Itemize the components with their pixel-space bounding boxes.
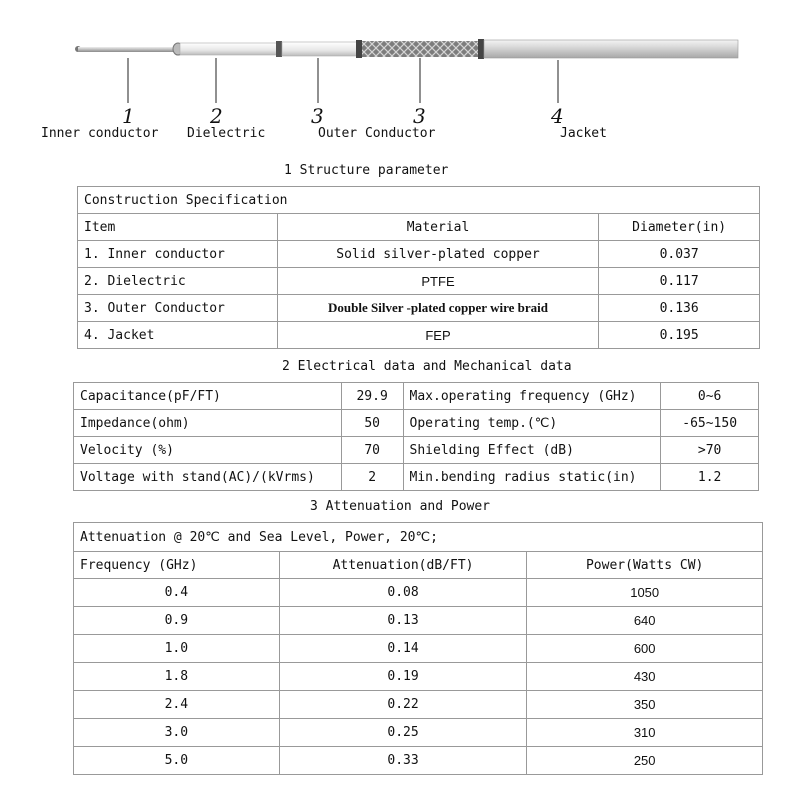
table-row (74, 437, 759, 464)
electrical-table (73, 382, 759, 491)
frequency-cell: 0.4 (74, 579, 280, 607)
jacket-part (478, 39, 738, 59)
frequency-cell: 1.0 (74, 635, 280, 663)
column-header-diameter: Diameter(in) (599, 214, 760, 241)
frequency-cell: 2.4 (74, 691, 280, 719)
attenuation-cell: 0.25 (279, 719, 527, 747)
column-header-material: Material (277, 214, 599, 241)
structure-table (77, 186, 760, 349)
table-row (74, 579, 763, 607)
table-row (78, 322, 760, 349)
callout-label-jacket: Jacket (560, 126, 607, 141)
table-row (74, 607, 763, 635)
diameter-cell: 0.117 (599, 268, 760, 295)
frequency-cell: 1.8 (74, 663, 280, 691)
property-label: Velocity (%) (74, 437, 342, 464)
callout-label-dielectric: Dielectric (187, 126, 266, 141)
property-value: 1.2 (661, 464, 759, 491)
material-cell: FEP (277, 322, 599, 349)
table-row (74, 410, 759, 437)
property-value: 0~6 (661, 383, 759, 410)
diameter-cell: 0.195 (599, 322, 760, 349)
item-cell: 3. Outer Conductor (78, 295, 278, 322)
braid-part (356, 40, 480, 58)
power-cell: 350 (527, 691, 763, 719)
diameter-cell: 0.136 (599, 295, 760, 322)
callout-number-4: 4 (551, 104, 564, 128)
column-header-frequency: Frequency (GHz) (74, 552, 280, 579)
attenuation-cell: 0.08 (279, 579, 527, 607)
frequency-cell: 5.0 (74, 747, 280, 775)
property-label: Operating temp.(℃) (403, 410, 661, 437)
attenuation-cell: 0.19 (279, 663, 527, 691)
property-label: Max.operating frequency (GHz) (403, 383, 661, 410)
property-value: 50 (341, 410, 403, 437)
attenuation-cell: 0.13 (279, 607, 527, 635)
item-cell: 1. Inner conductor (78, 241, 278, 268)
item-cell: 4. Jacket (78, 322, 278, 349)
callout-number-2: 2 (210, 104, 223, 128)
table-row (78, 187, 760, 214)
callout-number-1: 1 (122, 104, 135, 128)
table-row (74, 383, 759, 410)
frequency-cell: 3.0 (74, 719, 280, 747)
property-value: 29.9 (341, 383, 403, 410)
section1-title: 1 Structure parameter (284, 163, 449, 178)
attenuation-cell: 0.22 (279, 691, 527, 719)
table-row (74, 747, 763, 775)
frequency-cell: 0.9 (74, 607, 280, 635)
table-row (78, 214, 760, 241)
attenuation-cell: 0.14 (279, 635, 527, 663)
property-value: -65~150 (661, 410, 759, 437)
power-cell: 430 (527, 663, 763, 691)
power-cell: 600 (527, 635, 763, 663)
callout-number-3: 3 (311, 104, 324, 128)
column-header-item: Item (78, 214, 278, 241)
material-cell: Solid silver-plated copper (277, 241, 599, 268)
item-cell: 2. Dielectric (78, 268, 278, 295)
table-row (74, 552, 763, 579)
callout-label-outer-conductor: Outer Conductor (318, 126, 436, 141)
property-label: Impedance(ohm) (74, 410, 342, 437)
inner-conductor-part (75, 46, 174, 52)
table-row (74, 719, 763, 747)
outer-conductor-part (276, 41, 358, 57)
section2-title: 2 Electrical data and Mechanical data (282, 359, 572, 374)
property-value: 2 (341, 464, 403, 491)
material-cell: Double Silver -plated copper wire braid (277, 295, 599, 322)
property-label: Min.bending radius static(in) (403, 464, 661, 491)
table-row (74, 464, 759, 491)
material-cell: PTFE (277, 268, 599, 295)
column-header-attenuation: Attenuation(dB/FT) (279, 552, 527, 579)
table-row (78, 268, 760, 295)
table-row (74, 691, 763, 719)
table-row (74, 523, 763, 552)
cable-diagram (0, 0, 800, 150)
attenuation-header: Attenuation @ 20℃ and Sea Level, Power, 20℃; (74, 523, 763, 552)
diameter-cell: 0.037 (599, 241, 760, 268)
power-cell: 640 (527, 607, 763, 635)
property-value: 70 (341, 437, 403, 464)
section3-title: 3 Attenuation and Power (310, 499, 491, 514)
property-value: >70 (661, 437, 759, 464)
callout-label-inner-conductor: Inner conductor (41, 126, 159, 141)
property-label: Shielding Effect (dB) (403, 437, 661, 464)
column-header-power: Power(Watts CW) (527, 552, 763, 579)
table-row (78, 241, 760, 268)
table-row (78, 295, 760, 322)
power-cell: 310 (527, 719, 763, 747)
property-label: Voltage with stand(AC)/(kVrms) (74, 464, 342, 491)
attenuation-table (73, 522, 763, 775)
callout-number-3b: 3 (413, 104, 426, 128)
table-row (74, 663, 763, 691)
structure-header: Construction Specification (78, 187, 760, 214)
power-cell: 250 (527, 747, 763, 775)
dielectric-part (173, 43, 278, 55)
property-label: Capacitance(pF/FT) (74, 383, 342, 410)
power-cell: 1050 (527, 579, 763, 607)
attenuation-cell: 0.33 (279, 747, 527, 775)
table-row (74, 635, 763, 663)
